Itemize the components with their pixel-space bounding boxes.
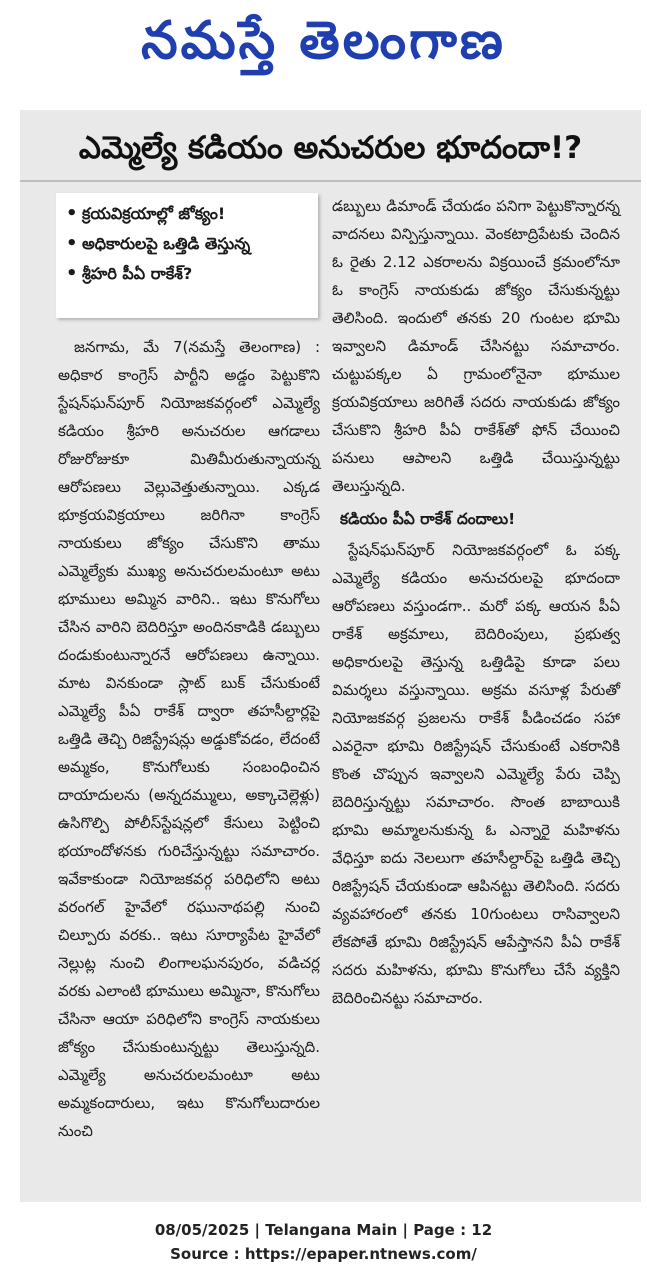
right-subheading: కడియం పీఏ రాకేశ్‌ దందాలు!: [340, 510, 516, 528]
footer-source: Source : https://epaper.ntnews.com/: [170, 1245, 477, 1263]
left-column: [58, 333, 320, 1145]
left-paragraph-1: జనగామ, మే 7(నమస్తే తెలంగాణ) : అధికార కాంగ్రెస్‌ పార్టీని అడ్డం పెట్టుకొని స్టేషన్‌ఘన్‌పూర్‌ నియోజకవర్గంలో ఎమ్మెల్యే కడియం శ్రీహరి అనుచరుల ఆగడాలు రోజురోజుకూ మితిమీరుతున్నాయన్న ఆరోపణలు వెల్లువెత్తుతున్నాయి. ఎక్కడ భూక్రయవిక్రయాలు జరిగినా కాంగ్రెస్‌ నాయకులు జోక్యం చేసుకొని తాము ఎమ్మెల్యేకు ముఖ్య అనుచరులమంటూ అటు భూములు అమ్మిన వారిని.. ఇటు కొనుగోలు చేసిన వారిని బెదిరిస్తూ అందినకాడికి డబ్బులు దండుకుంటున్నారనే ఆరోపణలు ఉన్నాయి. మాట వినకుండా స్లాట్‌ బుక్‌ చేసుకుంటే ఎమ్మెల్యే పీఏ రాకేశ్‌ ద్వారా తహసీల్దార్లపై ఒత్తిడి తెచ్చి రిజిస్ట్రేషన్లు అడ్డుకోవడం, లేదంటే అమ్మకం, కొనుగోలుకు సంబంధించిన దాయాదులను (అన్నదమ్ములు, అక్కాచెల్లెళ్లు) ఉసిగొల్పి పోలీస్‌స్టేషన్లలో కేసులు పెట్టించి భయాందోళనకు గురిచేస్తున్నట్టు సమాచారం. ఇవేకాకుండా నియోజకవర్గ పరిధిలోని అటు వరంగల్‌ హైవేలో రఘునాథపల్లి నుంచి చిల్పూరు వరకు.. ఇటు సూర్యాపేట హైవేలో నెల్లుట్ల నుంచి లింగాలఘనపురం, వడిచర్ల వరకు ఎలాంటి భూములు అమ్మినా, కొనుగోలు చేసినా ఆయా పరిధిలోని కాంగ్రెస్‌ నాయకులు జోక్యం చేసుకుంటున్నట్టు తెలుస్తున్నది. ఎమ్మెల్యే అనుచరులమంటూ అటు అమ్మకందారులు, ఇటు కొనుగోలుదారుల నుంచి: [58, 338, 320, 1140]
kicker-point-1: • క్రయవిక్రయాల్లో జోక్యం!: [64, 199, 310, 229]
headline-divider: [20, 180, 641, 182]
footer-meta: 08/05/2025 | Telangana Main | Page : 12: [154, 1221, 493, 1239]
masthead-logo: నమస్తే తెలంగాణ: [141, 10, 506, 71]
right-column: [332, 192, 620, 1012]
kicker-point-2-cont: • శ్రీహరి పీఏ రాకేశ్‌?: [64, 259, 310, 289]
kicker-point-2: • అధికారులపై ఒత్తిడి తెస్తున్న: [64, 229, 310, 259]
right-paragraph-1: డబ్బులు డిమాండ్‌ చేయడం పనిగా పెట్టుకొన్నారన్న వాదనలు విన్పిస్తున్నాయి. వెంకటాద్రిపేటకు చెందిన ఓ రైతు 2.12 ఎకరాలను విక్రయించే క్రమంలోనూ ఓ కాంగ్రెస్‌ నాయకుడు జోక్యం చేసుకున్నట్టు తెలిసింది. ఇందులో తనకు 20 గుంటల భూమి ఇవ్వాలని డిమాండ్‌ చేసినట్టు సమాచారం. చుట్టుపక్కల ఏ గ్రామంలోనైనా భూముల క్రయవిక్రయాలు జరిగితే సదరు నాయకుడు జోక్యం చేసుకొని శ్రీహరి పీఏ రాకేశ్‌తో ఫోన్‌ చేయించి పనులు ఆపాలని ఒత్తిడి చేయిస్తున్నట్టు తెలుస్తున్నది.: [332, 197, 620, 495]
article-headline: ఎమ్మెల్యే కడియం అనుచరుల భూదందా!?: [78, 130, 583, 166]
kicker-box: [56, 193, 318, 318]
right-paragraph-2: స్టేషన్‌ఘన్‌పూర్‌ నియోజకవర్గంలో ఓ పక్క ఎమ్మెల్యే కడియం అనుచరులపై భూదందా ఆరోపణలు వస్తుండగా.. మరో పక్క ఆయన పీఏ రాకేశ్‌ అక్రమాలు, బెదిరింపులు, ప్రభుత్వ అధికారులపై తెస్తున్న ఒత్తిడిపై కూడా పలు విమర్శలు వస్తున్నాయి. అక్రమ వసూళ్ల పేరుతో నియోజకవర్గ ప్రజలను రాకేశ్‌ పీడించడం సహా ఎవరైనా భూమి రిజిస్ట్రేషన్‌ చేసుకుంటే ఎకరానికి కొంత చొప్పున ఇవ్వాలని ఎమ్మెల్యే పేరు చెప్పి బెదిరిస్తున్నట్టు సమాచారం. సొంత బాబాయికి భూమి అమ్మాలనుకున్న ఓ ఎన్నారై మహిళను వేధిస్తూ ఐదు నెలలుగా తహసీల్దార్‌పై ఒత్తిడి తెచ్చి రిజిస్ట్రేషన్‌ చేయకుండా ఆపినట్టు తెలిసింది. సదరు వ్యవహారంలో తనకు 10గుంటలు రాసివ్వాలని లేకపోతే భూమి రిజిస్ట్రేషన్‌ ఆపేస్తానని పీఏ రాకేశ్‌ సదరు మహిళను, భూమి కొనుగోలు చేసే వ్యక్తిని బెదిరించినట్టు సమాచారం.: [332, 541, 620, 1007]
